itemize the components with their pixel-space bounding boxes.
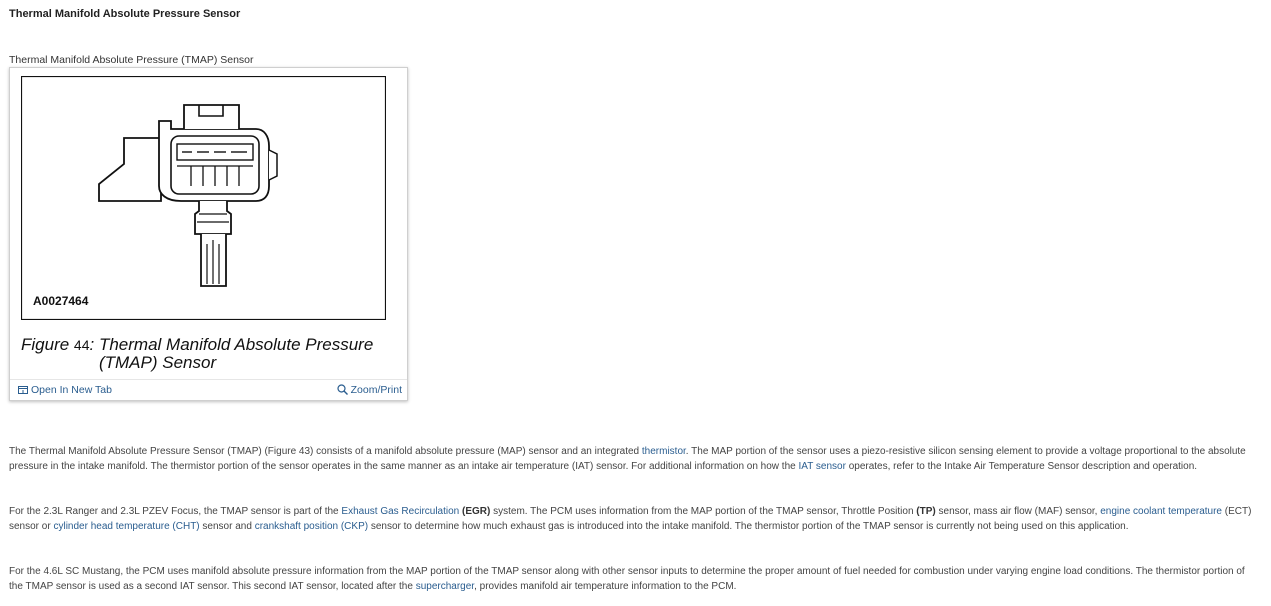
paragraph-text: operates, refer to the Intake Air Temperature Sensor description and operation. <box>845 461 1198 472</box>
egr-abbrev: (EGR) <box>459 506 491 517</box>
magnifier-icon <box>337 384 348 395</box>
paragraph-text: sensor and <box>199 521 255 532</box>
caption-separator: : <box>89 335 95 354</box>
paragraph-text: sensor, mass air flow (MAF) sensor, <box>935 506 1101 517</box>
page-title: Thermal Manifold Absolute Pressure Sensor <box>9 8 241 20</box>
paragraph-3 <box>9 564 1254 594</box>
paragraph-text: sensor to determine how much exhaust gas is introduced into the intake manifold. The thermistor portion of the TMAP sensor is currently not being used on this application. <box>368 521 1129 532</box>
caption-title-line1: Thermal Manifold Absolute Pressure <box>98 335 374 354</box>
ckp-link[interactable]: crankshaft position (CKP) <box>254 521 369 532</box>
open-in-new-tab-icon <box>18 385 28 395</box>
figure-heading: Thermal Manifold Absolute Pressure (TMAP) Sensor <box>9 54 254 66</box>
ect-link[interactable]: engine coolant temperature <box>1100 506 1222 517</box>
figure-caption <box>21 336 373 372</box>
caption-label: Figure <box>21 335 70 354</box>
zoom-print-label: Zoom/Print <box>350 384 402 396</box>
tmap-sensor-diagram[interactable] <box>21 76 386 320</box>
caption-title <box>99 336 373 372</box>
supercharger-link[interactable]: supercharger <box>415 581 475 592</box>
zoom-print-link[interactable] <box>337 384 402 396</box>
figure-toolbar <box>10 379 407 400</box>
open-in-new-tab-link[interactable] <box>18 384 112 396</box>
egr-link[interactable]: Exhaust Gas Recirculation <box>341 506 460 517</box>
thermistor-link[interactable]: thermistor <box>641 446 686 457</box>
paragraph-2 <box>9 504 1254 534</box>
paragraph-text: For the 4.6L SC Mustang, the PCM uses manifold absolute pressure information from the MAP portion of the TMAP sensor along with other sensor inputs to determine the proper amount of fuel needed for combustion under varying engine load conditions. The thermistor portion of the TMAP sensor is used as a second IAT sensor. This second IAT sensor, located after the <box>9 566 1245 592</box>
caption-title-line2: (TMAP) Sensor <box>98 353 217 372</box>
paragraph-text: The Thermal Manifold Absolute Pressure Sensor (TMAP) (Figure 43) consists of a manifold absolute pressure (MAP) sensor and an integrated <box>9 446 642 457</box>
paragraph-1 <box>9 444 1254 474</box>
paragraph-text: , provides manifold air temperature information to the PCM. <box>474 581 737 592</box>
figure-code: A0027464 <box>33 294 89 308</box>
caption-number: 44 <box>73 337 90 353</box>
cht-link[interactable]: cylinder head temperature (CHT) <box>53 521 200 532</box>
paragraph-text: . The MAP portion of the sensor uses a piezo-resistive silicon sensing element to provide a voltage proportional to the absolute pressure in the intake manifold. The thermistor portion of the sensor operates in the same manner as an intake air temperature (IAT) sensor. For additional information on how the <box>9 446 1246 472</box>
iat-sensor-link[interactable]: IAT sensor <box>798 461 846 472</box>
paragraph-text: system. The PCM uses information from the MAP portion of the TMAP sensor, Throttle Position <box>490 506 917 517</box>
tp-abbrev: (TP) <box>916 506 936 517</box>
figure-card <box>9 67 408 401</box>
open-in-new-tab-label: Open In New Tab <box>31 384 112 396</box>
paragraph-text: For the 2.3L Ranger and 2.3L PZEV Focus, the TMAP sensor is part of the <box>9 506 342 517</box>
paragraph-text: (ECT) sensor or <box>9 506 1252 532</box>
